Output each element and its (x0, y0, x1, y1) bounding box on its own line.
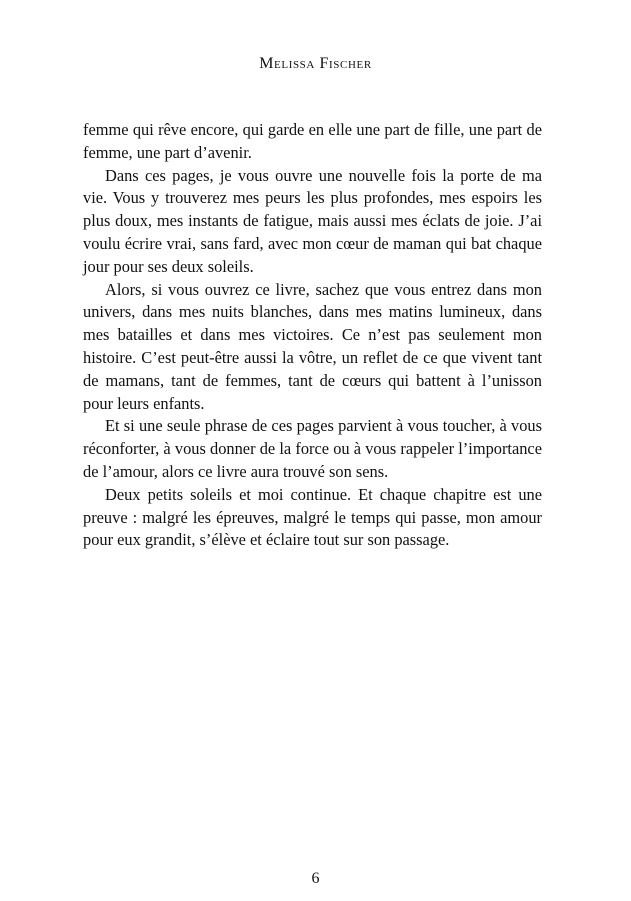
paragraph-continued: femme qui rêve encore, qui garde en elle une part de fille, une part de femme, une part d’avenir. (83, 120, 542, 162)
paragraph: Deux petits soleils et moi continue. Et chaque chapitre est une preuve : malgré les épreuves, malgré le temps qui passe, mon amour pour eux grandit, s’élève et éclaire tout sur son passage. (83, 484, 542, 550)
paragraph: Et si une seule phrase de ces pages parvient à vous toucher, à vous réconforter, à vous donner de la force ou à vous rappeler l’importance de l’amour, alors ce livre aura trouvé son sens. (83, 416, 542, 481)
running-head-author: Melissa Fischer (259, 55, 372, 72)
paragraph: Dans ces pages, je vous ouvre une nouvelle fois la porte de ma vie. Vous y trouverez mes peurs les plus profondes, mes espoirs les plus doux, mes instants de fatigue, mais aussi mes éclats de joie. J’ai voulu écrire vrai, sans fard, avec mon cœur de maman qui bat chaque jour pour ses deux soleils. (83, 165, 542, 276)
body-text (83, 119, 542, 552)
page-number: 6 (311, 870, 320, 887)
paragraph: Alors, si vous ouvrez ce livre, sachez que vous entrez dans mon univers, dans mes nuits blanches, dans mes matins lumineux, dans mes batailles et dans mes victoires. Ce n’est pas seulement mon histoire. C’est peut-être aussi la vôtre, un reflet de ce que vivent tant de mamans, tant de femmes, tant de cœurs qui battent à l’unisson pour leurs enfants. (83, 279, 542, 413)
